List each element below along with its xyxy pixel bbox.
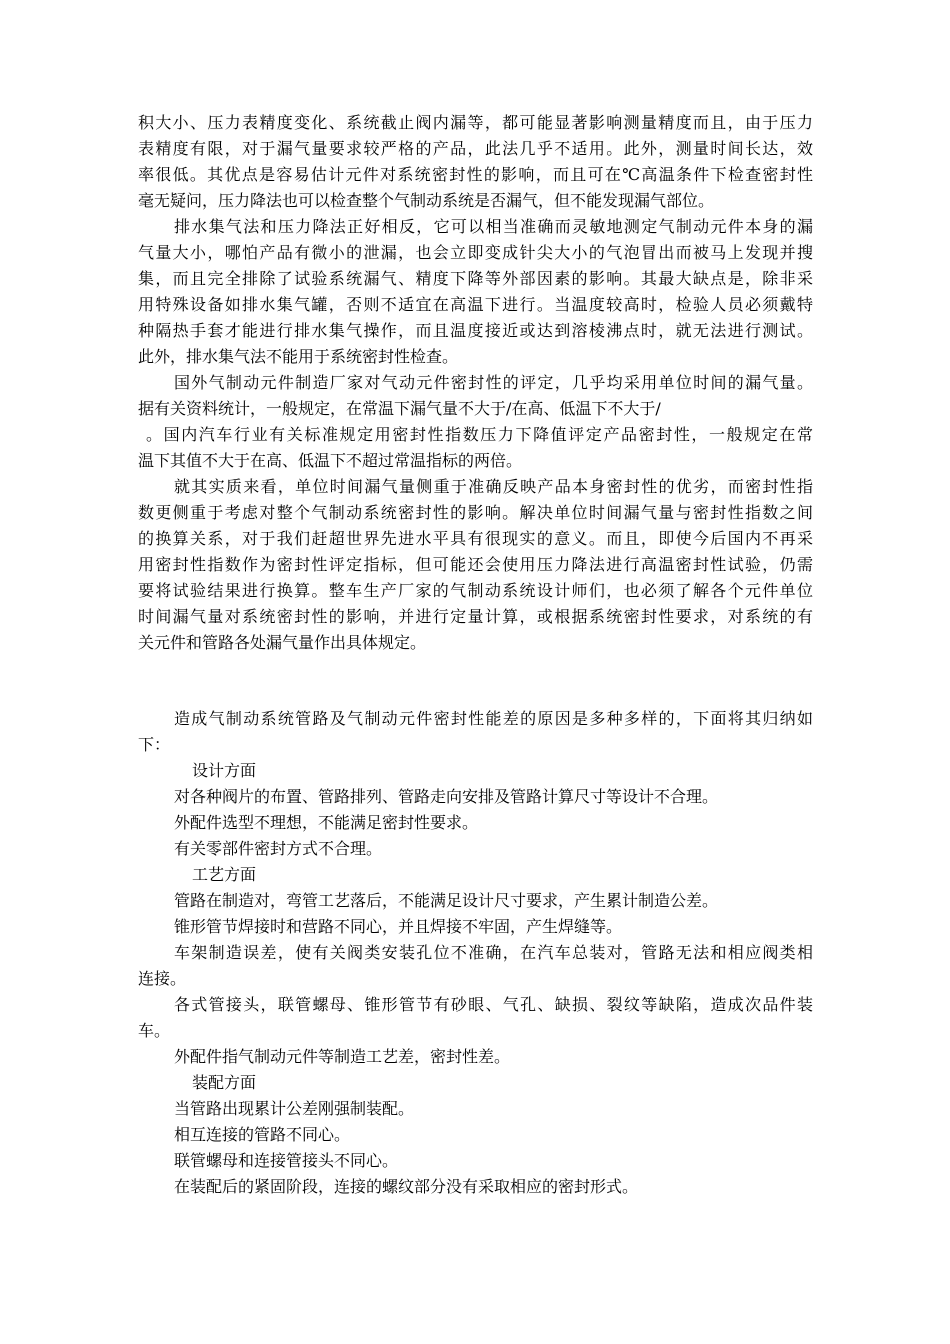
process-item-4-line-1: 各式管接头，联管螺母、锥形管节有砂眼、气孔、缺损、裂纹等缺陷，造成次品件装 — [174, 995, 813, 1014]
paragraph-2-line-1: 排水集气法和压力降法正好相反，它可以相当准确而灵敏地测定气制动元件本身的漏 — [174, 217, 813, 236]
process-item-2: 锥形管节焊接时和营路不同心，并且焊接不牢固，产生焊缝等。 — [174, 917, 623, 936]
paragraph-4-line-1: 就其实质来看，单位时间漏气量侧重于准确反映产品本身密封性的优劣，而密封性指 — [174, 477, 813, 496]
paragraph-4-line-3: 的换算关系，对于我们赶超世界先进水平具有很现实的意义。而且，即使今后国内不再采 — [138, 529, 813, 548]
paragraph-1-line-1: 积大小、压力表精度变化、系统截止阀内漏等，都可能显著影响测量精度而且，由于压力 — [138, 113, 813, 132]
assembly-heading: 装配方面 — [192, 1073, 257, 1092]
paragraph-4-line-7: 关元件和管路各处漏气量作出具体规定。 — [138, 633, 427, 652]
causes-intro-line-1: 造成气制动系统管路及气制动元件密封性能差的原因是多种多样的，下面将其归纳如 — [174, 709, 813, 728]
paragraph-2-line-5: 种隔热手套才能进行排水集气操作，而且温度接近或达到溶棱沸点时，就无法进行测试。 — [138, 321, 813, 340]
paragraph-2-line-6: 此外，排水集气法不能用于系统密封性检查。 — [138, 347, 459, 366]
process-item-3-line-1: 车架制造误差，使有关阀类安装孔位不准确，在汽车总装对，管路无法和相应阀类相 — [174, 943, 813, 962]
paragraph-3-line-1: 国外气制动元件制造厂家对气动元件密封性的评定，几乎均采用单位时间的漏气量。 — [174, 373, 813, 392]
paragraph-2-line-4: 用特殊设备如排水集气罐，否则不适宜在高温下进行。当温度较高时，检验人员必须戴特 — [138, 295, 813, 314]
design-heading: 设计方面 — [192, 761, 257, 780]
process-item-4-line-2: 车。 — [138, 1021, 171, 1040]
paragraph-3-line-3: 。国内汽车行业有关标准规定用密封性指数压力下降值评定产品密封性，一般规定在常 — [146, 425, 813, 444]
paragraph-4-line-5: 要将试验结果进行换算。整车生产厂家的气制动系统设计师们，也必须了解各个元件单位 — [138, 581, 813, 600]
design-item-1: 对各种阀片的布置、管路排列、管路走向安排及管路计算尺寸等设计不合理。 — [174, 787, 719, 806]
paragraph-1-line-2: 表精度有限，对于漏气量要求较严格的产品，此法几乎不适用。此外，测量时间长达，效 — [138, 139, 813, 158]
paragraph-2-line-2: 气量大小，哪怕产品有微小的泄漏，也会立即变成针尖大小的气泡冒出而被马上发现并搜 — [138, 243, 813, 262]
paragraph-1-line-4: 毫无疑问，压力降法也可以检查整个气制动系统是否漏气，但不能发现漏气部位。 — [138, 191, 715, 210]
paragraph-3-line-4: 温下其值不大于在高、低温下不超过常温指标的两倍。 — [138, 451, 523, 470]
process-item-1: 管路在制造对，弯管工艺落后，不能满足设计尺寸要求，产生累计制造公差。 — [174, 891, 719, 910]
causes-intro-line-2: 下： — [138, 735, 171, 754]
process-heading: 工艺方面 — [192, 865, 257, 884]
paragraph-3-line-2: 据有关资料统计，一般规定，在常温下漏气量不大于/在高、低温下不大于/ — [138, 399, 661, 418]
paragraph-4-line-6: 时间漏气量对系统密封性的影响，并进行定量计算，或根据系统密封性要求，对系统的有 — [138, 607, 813, 626]
assembly-item-4: 在装配后的紧固阶段，连接的螺纹部分没有采取相应的密封形式。 — [174, 1177, 639, 1196]
assembly-item-2: 相互连接的管路不同心。 — [174, 1125, 351, 1144]
paragraph-2-line-3: 集，而且完全排除了试验系统漏气、精度下降等外部因素的影响。其最大缺点是，除非采 — [138, 269, 813, 288]
paragraph-4-line-2: 数更侧重于考虑对整个气制动系统密封性的影响。解决单位时间漏气量与密封性指数之间 — [138, 503, 813, 522]
paragraph-1-line-3: 率很低。其优点是容易估计元件对系统密封性的影响，而且可在℃高温条件下检查密封性 — [138, 165, 813, 184]
paragraph-4-line-4: 用密封性指数作为密封性评定指标，但可能还会使用压力降法进行高温密封性试验，仍需 — [138, 555, 813, 574]
assembly-item-1: 当管路出现累计公差刚强制装配。 — [174, 1099, 415, 1118]
process-item-3-line-2: 连接。 — [138, 969, 187, 988]
process-item-5: 外配件指气制动元件等制造工艺差，密封性差。 — [174, 1047, 511, 1066]
assembly-item-3: 联管螺母和连接管接头不同心。 — [174, 1151, 399, 1170]
design-item-3: 有关零部件密封方式不合理。 — [174, 839, 383, 858]
design-item-2: 外配件选型不理想，不能满足密封性要求。 — [174, 813, 479, 832]
